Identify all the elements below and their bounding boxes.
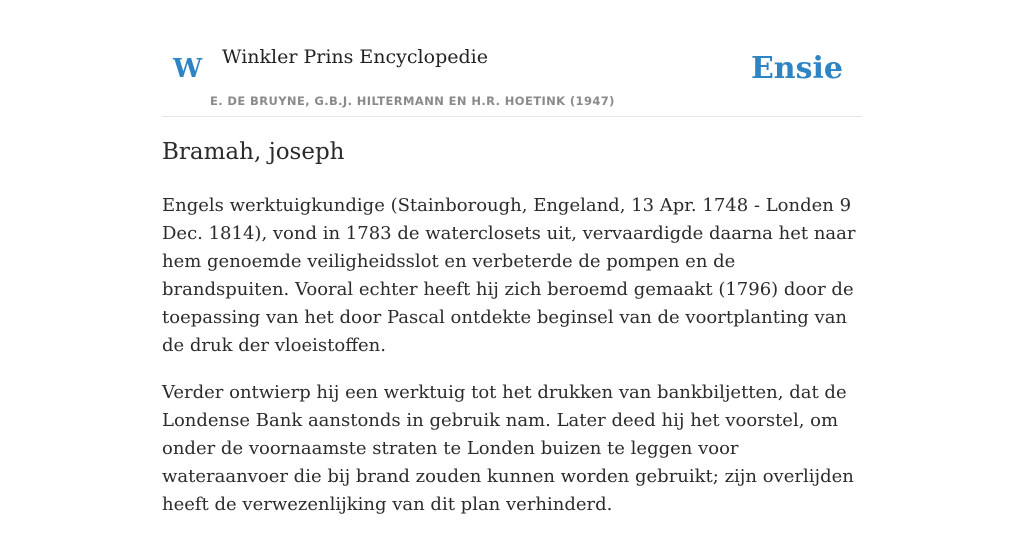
article-title: Bramah, joseph [162,139,345,165]
article-paragraph: Verder ontwierp hij een werktuig tot het drukken van bankbiljetten, dat de Londense Bank aanstonds in gebruik nam. Later deed hij het voorstel, om onder de voornaamste straten te Londen buizen te leggen voor wateraanvoer die bij brand zouden kunnen worden gebruikt; zijn overlijden heeft de verwezenlijking van dit plan verhinderd. [162,382,854,515]
source-header [162,0,862,117]
source-authors: E. DE BRUYNE, G.B.J. HILTERMANN EN H.R. HOETINK (1947) [210,94,615,108]
ensie-logo[interactable]: Ensie [750,51,843,86]
article-body [162,192,862,538]
source-title[interactable]: Winkler Prins Encyclopedie [222,46,488,68]
article-paragraph: Engels werktuigkundige (Stainborough, Engeland, 13 Apr. 1748 - Londen 9 Dec. 1814), vond in 1783 de waterclosets uit, vervaardigde daarna het naar hem genoemde veiligheidsslot en verbeterde de pompen en de brandspuiten. Vooral echter heeft hij zich beroemd gemaakt (1796) door de toepassing van het door Pascal ontdekte beginsel van de voortplanting van de druk der vloeistoffen. [162,195,856,356]
winkler-prins-logo[interactable]: W [173,54,202,84]
